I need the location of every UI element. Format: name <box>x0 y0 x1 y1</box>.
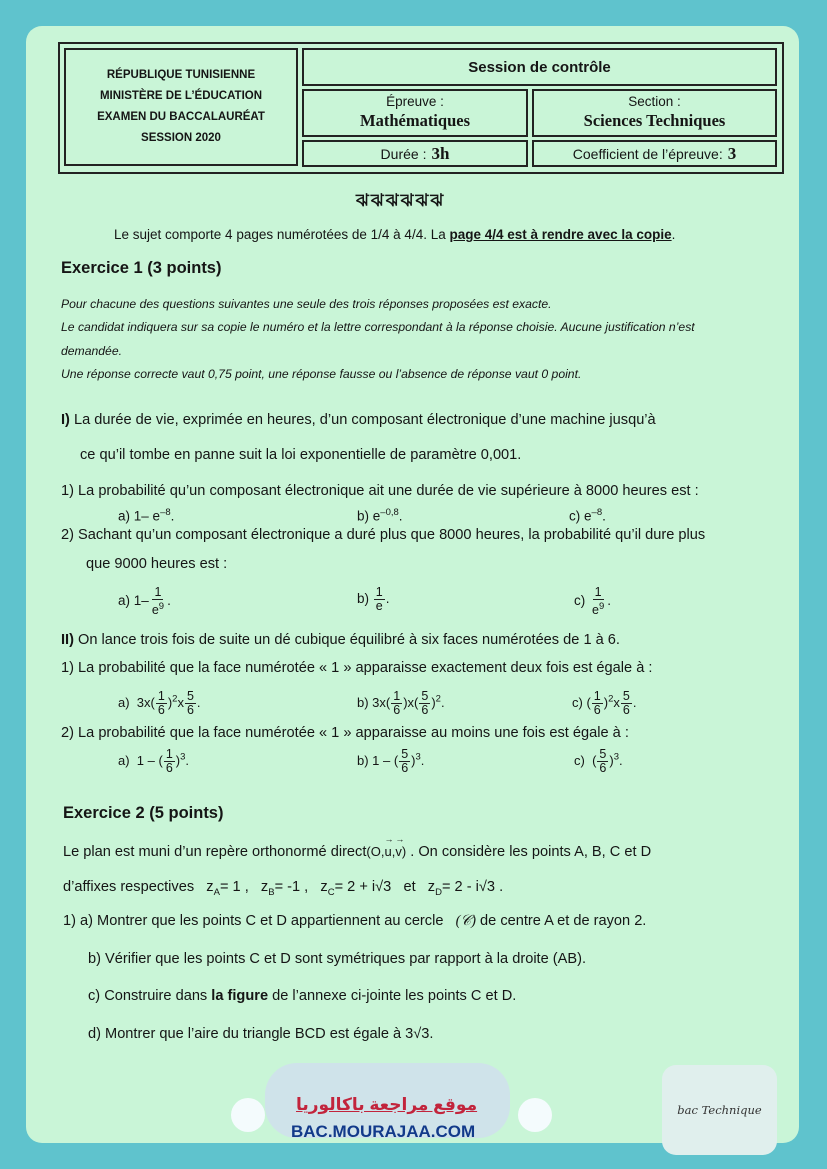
session-year-label: SESSION 2020 <box>141 132 221 144</box>
header-table <box>58 42 784 174</box>
ex2-question-1d: d) Montrer que l’aire du triangle BCD est égale à 3√3. <box>88 1026 434 1042</box>
bac-technique-watermark: bac Technique <box>662 1065 777 1155</box>
site-logo-left <box>231 1098 265 1132</box>
duree-cell <box>302 140 528 167</box>
coefficient-cell <box>532 140 777 167</box>
section-label: Section : <box>628 94 681 109</box>
ex2-question-1b: b) Vérifier que les points C et D sont symétriques par rapport à la droite (AB). <box>88 951 587 967</box>
answer-1a: a) 1– $e^{-8}$. <box>118 507 175 524</box>
question-3: 1) La probabilité que la face numérotée « 1 » apparaisse exactement deux fois est égale à : <box>61 660 653 676</box>
answer-4c: c) ( $\frac{5}{6}$ )$^3$. <box>574 747 623 775</box>
answer-2a: a) 1– $\frac{1}{e^9}$ . <box>118 585 171 618</box>
answer-4a: a) 1 – ( $\frac{1}{6}$ )$^3$. <box>118 747 190 775</box>
ex2-question-1c: c) Construire dans la figure de l’annexe ci-jointe les points C et D. <box>88 988 517 1004</box>
ex2-question-1a: 1) a) Montrer que les points C et D appartiennent au cercle (𝒞) de centre A et de rayon 2. <box>63 913 647 929</box>
question-2: 2) Sachant qu’un composant électronique a duré plus que 8000 heures, la probabilité qu’il dure plus <box>61 527 706 543</box>
session-title: Session de contrôle <box>302 48 777 86</box>
site-arabic-name[interactable]: موقع مراجعة باكالوريا <box>296 1095 478 1114</box>
answer-3a: a) 3x( $\frac{1}{6}$ )$^2$x $\frac{5}{6}$ . <box>118 689 201 717</box>
answer-1c: c) $e^{-8}$. <box>569 507 606 524</box>
intro-text: Le sujet comporte 4 pages numérotées de 1/4 à 4/4. La page 4/4 est à rendre avec la copie. <box>114 227 676 242</box>
ex2-statement: Le plan est muni d’un repère orthonormé direct(O,u → ,v → ) . On considère les points A, B, C et D <box>63 834 652 860</box>
question-2-cont: que 9000 heures est : <box>86 556 228 572</box>
exercise-1-title: Exercice 1 (3 points) <box>61 259 222 277</box>
part-1-statement-cont: ce qu’il tombe en panne suit la loi exponentielle de paramètre 0,001. <box>80 447 522 463</box>
answer-2c: c) $\frac{1}{e^9}$ . <box>574 585 612 618</box>
question-4: 2) La probabilité que la face numérotée « 1 » apparaisse au moins une fois est égale à : <box>61 725 629 741</box>
instruction-line: demandée. <box>61 344 122 358</box>
epreuve-value: Mathématiques <box>360 111 470 130</box>
site-url[interactable]: BAC.MOURAJAA.COM <box>291 1122 476 1141</box>
answer-3c: c) ( $\frac{1}{6}$ )$^2$x $\frac{5}{6}$ . <box>572 689 637 717</box>
epreuve-label: Épreuve : <box>386 94 444 109</box>
exam-page <box>26 26 799 1143</box>
question-1: 1) La probabilité qu’un composant électronique ait une durée de vie supérieure à 8000 heures est : <box>61 483 699 499</box>
section-cell <box>532 89 777 137</box>
epreuve-cell <box>302 89 528 137</box>
ex2-affixes: d’affixes respectives $z_A= 1$ , $z_B= -1$ , $z_C= 2 + i√3$ et $z_D= 2 - i√3$ . <box>63 879 504 898</box>
instruction-line: Une réponse correcte vaut 0,75 point, une réponse fausse ou l’absence de réponse vaut 0 point. <box>61 367 582 381</box>
exam-label: EXAMEN DU BACCALAURÉAT <box>97 111 265 123</box>
instruction-line: Pour chacune des questions suivantes une seule des trois réponses proposées est exacte. <box>61 297 552 311</box>
header-institution <box>64 48 298 166</box>
republic-label: RÉPUBLIQUE TUNISIENNE <box>106 69 256 81</box>
instruction-line: Le candidat indiquera sur sa copie le numéro et la lettre correspondant à la réponse choisie. Aucune justification n’est <box>61 320 695 334</box>
part-2-statement: II) On lance trois fois de suite un dé cubique équilibré à six faces numérotées de 1 à 6. <box>61 632 620 648</box>
answer-1b: b) $e^{-0,8}$. <box>357 507 403 524</box>
section-value: Sciences Techniques <box>583 111 726 130</box>
answer-3b: b) 3x( $\frac{1}{6}$ )x( $\frac{5}{6}$ )$^2$. <box>357 689 445 717</box>
coefficient-label: Coefficient de l’épreuve: <box>572 145 723 162</box>
site-logo-right <box>518 1098 552 1132</box>
exercise-2-title: Exercice 2 (5 points) <box>63 804 224 822</box>
ministry-label: MINISTÈRE DE L’ÉDUCATION <box>99 90 263 102</box>
duree-value: 3h <box>431 143 450 163</box>
answer-2b: b) $\frac{1}{e}$ . <box>357 585 390 613</box>
answer-4b: b) 1 – ( $\frac{5}{6}$ )$^3$. <box>357 747 425 775</box>
part-1-statement: I) La durée de vie, exprimée en heures, d’un composant électronique d’une machine jusqu’à <box>61 412 656 428</box>
duree-label: Durée : <box>380 145 427 162</box>
coefficient-value: 3 <box>727 143 737 163</box>
ornament-divider: ঝঝঝঝঝঝ <box>356 191 446 210</box>
